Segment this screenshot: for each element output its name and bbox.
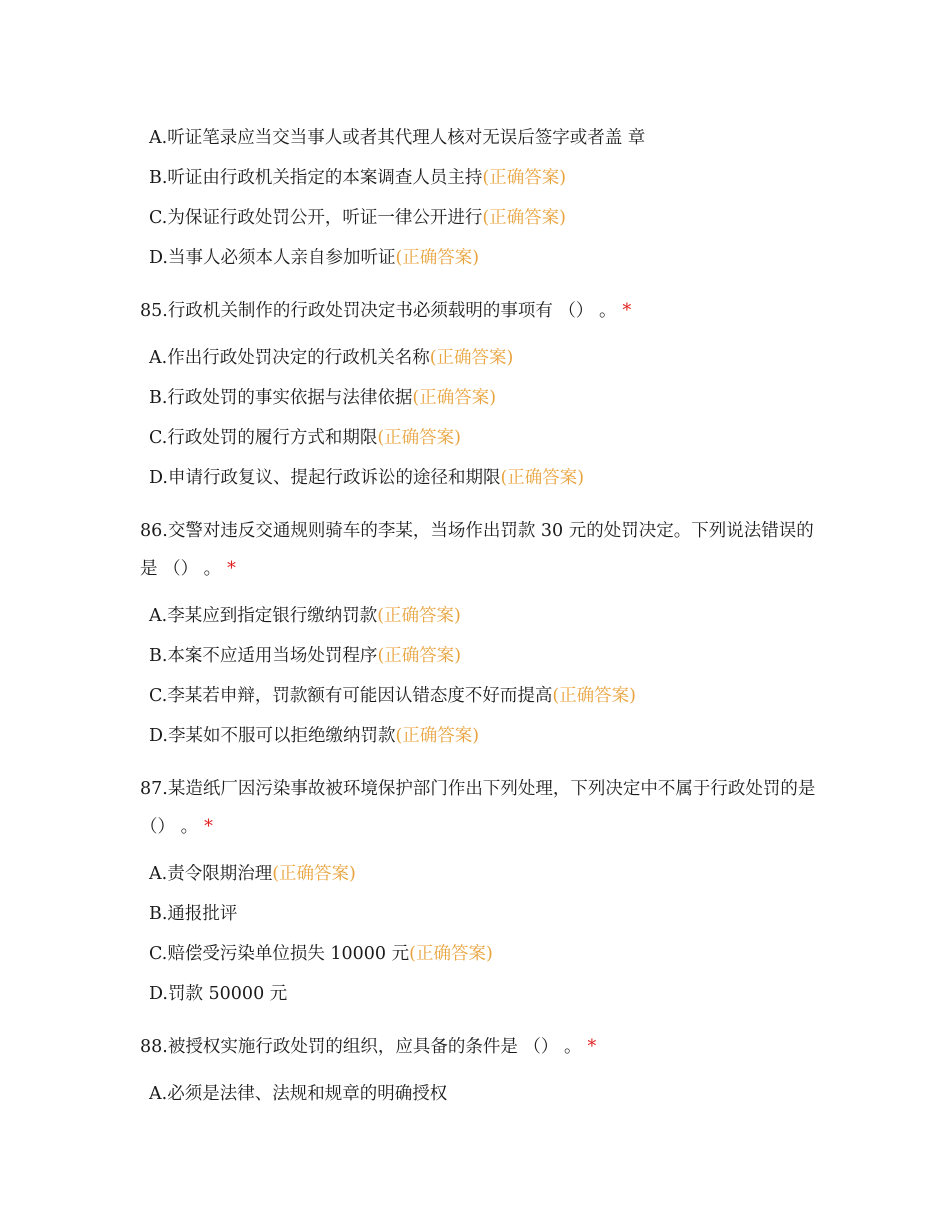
quiz-page (140, 118, 820, 1114)
question-88-options (140, 1074, 820, 1114)
option-86-b[interactable] (140, 636, 820, 676)
question-text: 86.交警对违反交通规则骑车的李某，当场作出罚款 30 元的处罚决定。下列说法错误的是 （） 。 (140, 521, 814, 579)
option-text: C.为保证行政处罚公开，听证一律公开进行 (149, 208, 483, 228)
question-text: 87.某造纸厂因污染事故被环境保护部门作出下列处理，下列决定中不属于行政处罚的是 （） 。 (140, 779, 816, 837)
option-87-b[interactable] (140, 894, 820, 934)
option-text: A.李某应到指定银行缴纳罚款 (149, 606, 378, 626)
question-88-title (140, 1028, 820, 1066)
required-mark: * (227, 559, 236, 579)
option-87-d[interactable] (140, 974, 820, 1014)
correct-answer-tag: (正确答案) (409, 944, 493, 964)
question-87-title (140, 770, 820, 846)
correct-answer-tag: (正确答案) (500, 468, 585, 488)
option-86-a[interactable] (140, 596, 820, 636)
option-87-a[interactable] (140, 854, 820, 894)
option-88-a[interactable] (140, 1074, 820, 1114)
correct-answer-tag: (正确答案) (377, 646, 462, 666)
option-text: D.申请行政复议、提起行政诉讼的途径和期限 (149, 468, 501, 488)
option-84-d[interactable] (140, 238, 820, 278)
option-84-c[interactable] (140, 198, 820, 238)
correct-answer-tag: (正确答案) (412, 388, 497, 408)
correct-answer-tag: (正确答案) (272, 864, 356, 884)
correct-answer-tag: (正确答案) (429, 348, 514, 368)
option-84-a[interactable] (140, 118, 820, 158)
correct-answer-tag: (正确答案) (482, 168, 567, 188)
required-mark: * (622, 301, 632, 321)
question-85-options (140, 338, 820, 498)
correct-answer-tag: (正确答案) (395, 726, 480, 746)
option-86-c[interactable] (140, 676, 820, 716)
required-mark: * (587, 1037, 597, 1057)
option-text: B.本案不应适用当场处罚程序 (149, 646, 378, 666)
option-87-c[interactable] (140, 934, 820, 974)
question-86-title (140, 512, 820, 588)
correct-answer-tag: (正确答案) (552, 686, 636, 706)
question-85-title (140, 292, 820, 330)
option-86-d[interactable] (140, 716, 820, 756)
correct-answer-tag: (正确答案) (395, 248, 480, 268)
option-text: A.必须是法律、法规和规章的明确授权 (149, 1084, 448, 1104)
option-text: B.通报批评 (149, 904, 238, 924)
option-text: A.作出行政处罚决定的行政机关名称 (149, 348, 430, 368)
option-text: D.罚款 50000 元 (149, 984, 288, 1004)
option-text: B.行政处罚的事实依据与法律依据 (149, 388, 413, 408)
question-87-options (140, 854, 820, 1014)
option-text: C.李某若申辩，罚款额有可能因认错态度不好而提高 (149, 686, 553, 706)
question-text: 85.行政机关制作的行政处罚决定书必须载明的事项有 （） 。 (140, 301, 617, 321)
question-text: 88.被授权实施行政处罚的组织，应具备的条件是 （） 。 (140, 1037, 582, 1057)
correct-answer-tag: (正确答案) (377, 428, 461, 448)
option-84-b[interactable] (140, 158, 820, 198)
option-85-a[interactable] (140, 338, 820, 378)
question-84-options (140, 118, 820, 278)
option-85-c[interactable] (140, 418, 820, 458)
option-text: C.赔偿受污染单位损失 10000 元 (149, 944, 410, 964)
correct-answer-tag: (正确答案) (377, 606, 461, 626)
option-85-b[interactable] (140, 378, 820, 418)
option-text: C.行政处罚的履行方式和期限 (149, 428, 378, 448)
correct-answer-tag: (正确答案) (482, 208, 566, 228)
option-text: A.责令限期治理 (149, 864, 273, 884)
option-text: D.当事人必须本人亲自参加听证 (149, 248, 396, 268)
option-text: A.听证笔录应当交当事人或者其代理人核对无误后签字或者盖 章 (149, 128, 646, 148)
option-text: D.李某如不服可以拒绝缴纳罚款 (149, 726, 396, 746)
question-86-options (140, 596, 820, 756)
required-mark: * (204, 817, 213, 837)
option-85-d[interactable] (140, 458, 820, 498)
option-text: B.听证由行政机关指定的本案调查人员主持 (149, 168, 483, 188)
